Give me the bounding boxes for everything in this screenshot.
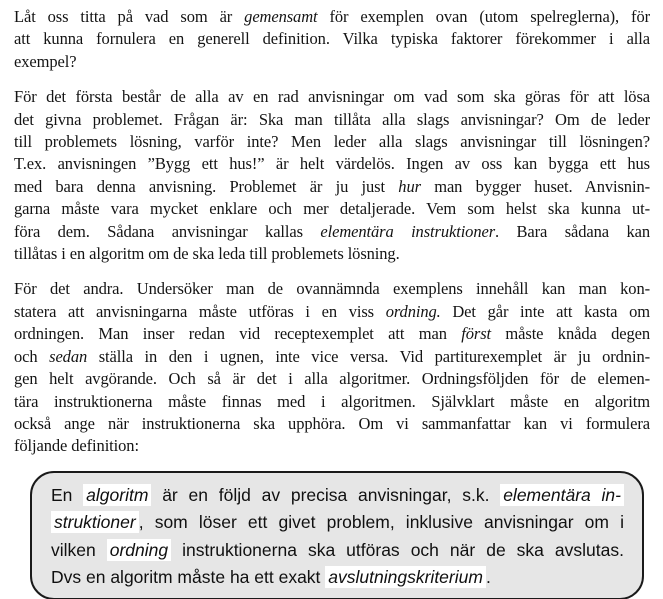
text-line bbox=[14, 346, 650, 368]
text-line bbox=[14, 131, 650, 153]
text-line bbox=[14, 301, 650, 323]
text-segment: man bygger huset. Anvisnin- bbox=[420, 176, 650, 196]
emphasized-text: ordning bbox=[107, 539, 171, 561]
emphasized-text: struktioner bbox=[51, 511, 139, 533]
text-segment: . Bara sådana kan bbox=[495, 221, 650, 241]
text-segment: garna måste vara mycket enklare och mer detaljerade. Vem som helst ska kunna ut- bbox=[14, 199, 650, 219]
text-segment: till problemets lösning, varför inte? Men leder alla slags anvisningar till lösningen? bbox=[14, 132, 650, 152]
text-line bbox=[14, 176, 650, 198]
text-segment: vilken bbox=[51, 539, 107, 560]
text-line bbox=[51, 537, 624, 565]
emphasized-text: elementära instruktioner bbox=[320, 221, 496, 241]
definition-box bbox=[30, 471, 644, 599]
text-segment: , som löser ett givet problem, inklusive anvisningar om i bbox=[138, 512, 624, 533]
text-segment: med bara denna anvisning. Problemet är ju just bbox=[14, 176, 399, 196]
text-segment: Det går inte att kasta om bbox=[440, 301, 650, 321]
text-segment: Dvs en algoritm måste ha ett exakt bbox=[51, 567, 326, 588]
text-segment: tillåtas i en algoritm om de ska leda till problemets lösning. bbox=[14, 244, 400, 264]
text-segment: T.ex. anvisningen ”Bygg ett hus!” är helt värdelös. Ingen av oss kan bygga ett hus bbox=[14, 154, 650, 174]
text-segment: statera att anvisningarna måste utföras i en viss bbox=[14, 301, 386, 321]
text-segment: instruktionerna ska utföras och när de ska avslutas. bbox=[171, 539, 624, 560]
text-line bbox=[14, 221, 650, 243]
text-line bbox=[51, 482, 624, 510]
emphasized-text: sedan bbox=[49, 346, 88, 366]
text-line bbox=[14, 86, 650, 108]
text-line bbox=[14, 28, 650, 50]
paragraph-first-factor bbox=[14, 86, 650, 265]
text-segment: föra dem. Sådana anvisningar kallas bbox=[14, 221, 321, 241]
text-line bbox=[14, 243, 650, 265]
text-segment: det givna problemet. Frågan är: Ska man tillåta alla slags anvisningar? Om de leder bbox=[14, 109, 650, 129]
text-segment: . bbox=[485, 567, 491, 588]
text-line bbox=[14, 278, 650, 300]
text-line bbox=[14, 153, 650, 175]
text-segment: För det första består de alla av en rad anvisningar om vad som ska göras för att lösa bbox=[14, 87, 650, 107]
text-segment: följande definition: bbox=[14, 436, 139, 456]
emphasized-text: först bbox=[461, 324, 492, 344]
text-line bbox=[14, 391, 650, 413]
text-line bbox=[14, 368, 650, 390]
text-segment: också ange när instruktionerna ska upphöra. Om vi sammanfattar kan vi formulera bbox=[14, 413, 650, 433]
text-segment: exempel? bbox=[14, 51, 77, 71]
text-segment: Låt oss titta på vad som är bbox=[14, 7, 245, 26]
text-line bbox=[51, 509, 624, 537]
text-line bbox=[14, 6, 650, 28]
paragraph-second-factor bbox=[14, 278, 650, 457]
text-segment: att kunna fornulera en generell definition. Vilka typiska faktorer förekommer i alla bbox=[14, 29, 650, 49]
text-segment: måste knåda degen bbox=[491, 324, 650, 344]
text-segment: tära instruktionerna måste finnas med i algoritmen. Självklart måste en algoritm bbox=[14, 391, 650, 411]
text-line bbox=[14, 435, 650, 457]
text-segment: ordningen. Man inser redan vid receptexemplet att man bbox=[14, 324, 462, 344]
emphasized-text: algoritm bbox=[83, 484, 151, 506]
text-line bbox=[14, 51, 650, 73]
text-line bbox=[14, 109, 650, 131]
text-line bbox=[51, 564, 624, 592]
text-segment: är en följd av precisa anvisningar, s.k. bbox=[151, 484, 501, 505]
paragraph-intro bbox=[14, 6, 650, 73]
text-line bbox=[14, 323, 650, 345]
text-segment: För det andra. Undersöker man de ovannämnda exemplens innehåll kan man kon- bbox=[14, 279, 650, 299]
emphasized-text: gemensamt bbox=[244, 7, 318, 26]
text-segment: och bbox=[14, 346, 50, 366]
text-line bbox=[14, 413, 650, 435]
emphasized-text: avslutningskriterium bbox=[325, 566, 486, 588]
text-segment: gen helt avgörande. Och så är det i alla algoritmer. Ordningsföljden för de elemen- bbox=[14, 369, 650, 389]
emphasized-text: elementära in- bbox=[500, 484, 624, 506]
text-segment: för exemplen ovan (utom spelreglerna), för bbox=[317, 7, 650, 26]
text-segment: ställa in den i ugnen, inte vice versa. Vid partiturexemplet är ju ordnin- bbox=[87, 346, 650, 366]
text-line bbox=[14, 198, 650, 220]
emphasized-text: hur bbox=[398, 176, 421, 196]
text-segment: En bbox=[51, 484, 84, 505]
emphasized-text: ordning. bbox=[385, 301, 441, 321]
